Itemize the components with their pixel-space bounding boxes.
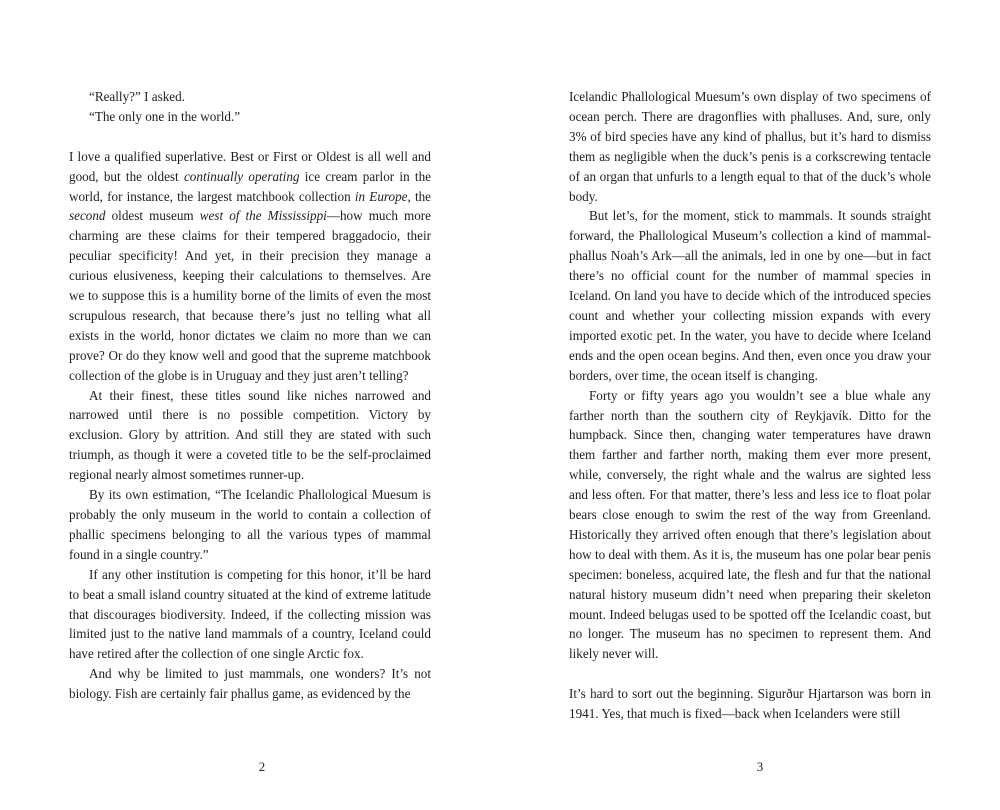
page-number: 2 [258,759,266,774]
paragraph-titles: At their finest, these titles sound like niches narrowed and narrowed until there is no possible competition. Victory by exclusion. Glory by attrition. And still they are stated with such triumph, as though it were a coveted title to be the self-proclaimed regional nearly almost sometimes runner-up. [69,387,431,483]
paragraph-perch: Icelandic Phallological Muesum’s own display of two specimens of ocean perch. There are dragonflies with phalluses. And, sure, only 3% of bird species have any kind of phallus, but it’s hard to dismiss them as negligible when the duck’s penis is a corkscrewing tentacle of an organ that unfurls to a length equal to that of the duck’s whole body. [569,89,931,204]
paragraph-mammals: And why be limited to just mammals, one wonders? It’s not biology. Fish are certainly fair phallus game, as evidenced by the [69,666,431,702]
paragraph-competition: If any other institution is competing for this honor, it’ll be hard to beat a small island country situated at the kind of extreme latitude that discourages biodiversity. Indeed, if the collecting mission was limited just to the native land mammals of a country, Iceland could have retired after the collection of one single Arctic fox. [69,566,431,662]
paragraph-stick-to-mammals: But let’s, for the moment, stick to mammals. It sounds straight forward, the Phallological Museum’s collection a kind of mammal-phallus Noah’s Ark—all the animals, led in one by one—but in fact there’s no official count for the number of mammal species in Iceland. On land you have to decide which of the introduced species count and whether your collecting mission expands with every imported exotic pet. In the water, you have to decide where Iceland ends and the open ocean begins. And then, even once you draw your borders, over time, the ocean itself is changing. [569,208,931,383]
text-run: ice cream parlor in the world, for instance, the largest matchbook collection [69,168,431,204]
paragraph-estimation: By its own estimation, “The Icelandic Phallological Muesum is probably the only museum in the world to contain a collection of phallic specimens belonging to all the various types of mammal found in a single country.” [69,487,431,562]
text-run: , the [407,188,431,204]
dialogue-line-1: “Really?” I asked. [89,89,185,104]
paragraph-beginning: It’s hard to sort out the beginning. Sigurður Hjartarson was born in 1941. Yes, that much is fixed—back when Icelanders were still [569,686,931,722]
paragraph-superlative [69,147,431,386]
right-page [569,87,931,724]
text-run: —how much more charming are these claims for their tempered braggadocio, their peculiar specificity! And yet, in their precision they manage a curious elusiveness, keeping their calculations to themselves. Are we to suppose this is a humility borne of the limits of even the most scrupulous research, that because there’s just no telling what all exists in the world, honor dictates we claim no more than we can prove? Or do they know well and good that the supreme matchbook collection of the globe is in Uruguay and they just aren’t telling? [69,208,431,383]
dialogue-line-2: “The only one in the world.” [89,108,241,124]
text-run: I love a qualified superlative. Best or First or Oldest is all well and good, but the oldest [69,148,431,184]
emphasis: second [69,208,106,224]
emphasis: in Europe [354,188,408,204]
emphasis: west of the Mississippi [199,208,327,224]
text-run: oldest museum [105,208,200,224]
emphasis: continually operating [183,168,300,184]
paragraph-whales: Forty or fifty years ago you wouldn’t see a blue whale any farther north than the southern city of Reykjavík. Ditto for the humpback. Since then, changing water temperatures have drawn them farther and farther north, making them ever more present, while, conversely, the right whale and the walrus are sighted less and less often. For that matter, there’s less and less ice to float polar bears close enough to swim the rest of the way from Greenland. Historically they arrived often enough that there’s legislation about how to deal with them. As it is, the museum has one polar bear penis specimen: boneless, acquired late, the flesh and fur that the national natural history museum didn’t need when preparing their skeleton mount. Indeed belugas used to be spotted off the Icelandic coast, but no longer. The museum has no specimen to represent them. And likely never will. [569,387,931,662]
left-page [69,87,431,704]
page-number: 3 [756,759,764,774]
